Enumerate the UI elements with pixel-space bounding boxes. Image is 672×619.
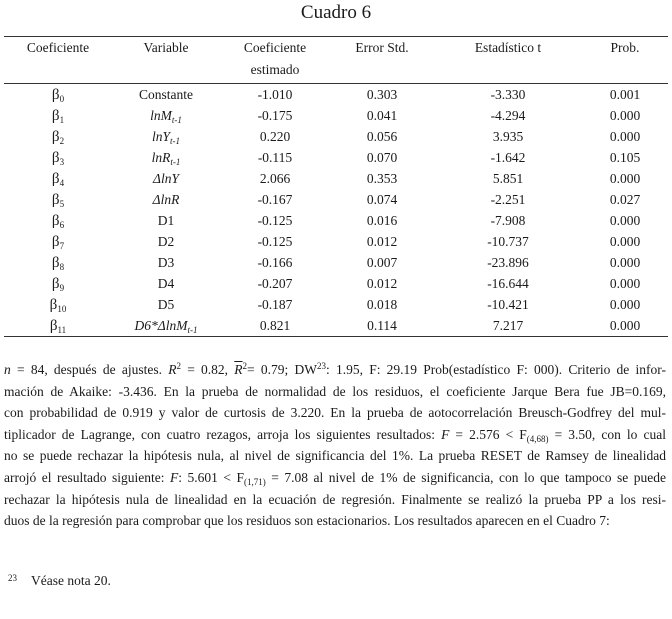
variable-cell: [112, 252, 220, 273]
variable-name: Constante: [139, 86, 193, 102]
prob-cell: 0.000: [609, 296, 641, 312]
text-segment: no se puede rechazar la hipótesis nula, al nivel de significancia del 1%. La prueba RESET de Ramsey de linealidad: [4, 448, 666, 464]
text-segment: = 7.08 al nivel de 1% de significancia, con lo que tampoco se puede: [265, 469, 667, 485]
beta-symbol: β: [49, 296, 58, 313]
variable-name: D1: [157, 212, 175, 228]
coefficient-symbol: [4, 147, 112, 168]
header-estadistico-t: Estadístico t: [474, 40, 542, 55]
variable-name: D2: [157, 233, 175, 249]
beta-symbol: β: [51, 128, 60, 145]
paragraph-line: [4, 402, 666, 424]
beta-symbol: β: [51, 212, 60, 229]
variable-cell: [112, 189, 220, 210]
variable-name: D5: [157, 296, 175, 312]
t-stat-cell: -2.251: [490, 191, 526, 207]
std-error-cell: 0.353: [366, 170, 398, 186]
variable-cell: [112, 273, 220, 294]
table-row: [4, 273, 668, 294]
beta-symbol: β: [51, 107, 60, 124]
text-segment: $\overline{R}$: [234, 362, 243, 377]
coef-cell: 0.220: [259, 128, 291, 144]
std-error-cell: 0.070: [366, 149, 398, 165]
beta-subscript: 9: [59, 282, 65, 293]
paragraph-line: [4, 381, 666, 403]
prob-cell: 0.000: [609, 107, 641, 123]
coefficient-symbol: [4, 105, 112, 126]
variable-cell: [112, 231, 220, 252]
paragraph-line: [4, 510, 666, 532]
beta-subscript: 1: [59, 114, 65, 125]
table-row: [4, 231, 668, 252]
coef-cell: 0.821: [259, 317, 291, 333]
coefficient-symbol: [4, 252, 112, 273]
beta-symbol: β: [51, 254, 60, 271]
beta-subscript: 7: [59, 240, 65, 251]
coefficient-symbol: [4, 168, 112, 189]
footnote-text: Véase nota 20.: [31, 572, 111, 588]
text-segment: = 0.82,: [180, 362, 235, 377]
variable-cell: [112, 105, 220, 126]
variable-name: D6*ΔlnM: [134, 317, 188, 333]
header-text-2: estimado: [250, 62, 300, 77]
beta-subscript: 10: [57, 303, 67, 314]
variable-cell: [112, 168, 220, 189]
std-error-cell: 0.012: [366, 233, 398, 249]
variable-name: D4: [157, 275, 175, 291]
text-segment: duos de la regresión para comprobar que los residuos son estacionarios. Los resultados aparecen en el Cuadro 7:: [4, 513, 610, 529]
beta-subscript: 5: [59, 198, 65, 209]
variable-name: lnY: [151, 128, 170, 144]
text-segment: 2: [176, 361, 181, 371]
text-segment: : 5.601 < F: [178, 469, 244, 485]
coefficient-symbol: [4, 315, 112, 337]
text-segment: : 1.95, F: 29.19 Prob(estadístico F: 000). Criterio de infor-: [325, 362, 666, 377]
table-row: [4, 126, 668, 147]
std-error-cell: 0.018: [366, 296, 398, 312]
t-stat-cell: -10.737: [487, 233, 529, 249]
coefficient-symbol: [4, 126, 112, 147]
paragraph-line: [4, 489, 666, 511]
header-coeficiente-estimado: [220, 37, 330, 84]
beta-symbol: β: [51, 170, 60, 187]
text-segment: 2: [242, 361, 248, 371]
coef-cell: -0.175: [257, 107, 293, 123]
std-error-cell: 0.056: [366, 128, 398, 144]
prob-cell: 0.105: [609, 149, 641, 165]
beta-symbol: β: [51, 275, 60, 292]
text-segment: = 3.50, con lo cual: [548, 426, 666, 442]
text-segment: R: [168, 362, 177, 377]
beta-subscript: 2: [59, 135, 65, 146]
text-segment: = 0.79; DW: [247, 362, 317, 377]
beta-subscript: 4: [59, 177, 65, 188]
std-error-cell: 0.114: [367, 317, 397, 333]
prob-cell: 0.000: [609, 128, 641, 144]
beta-symbol: β: [51, 149, 60, 166]
coef-cell: -0.125: [257, 233, 293, 249]
variable-cell: [112, 294, 220, 315]
coefficient-symbol: [4, 294, 112, 315]
coef-cell: -0.115: [257, 149, 293, 165]
text-segment: mación de Akaike: -3.436. En la prueba de normalidad de los residuos, el coeficiente Jarque Bera fue JB=0.169,: [4, 383, 666, 399]
text-segment: = 84, después de ajustes.: [10, 362, 169, 377]
variable-subscript: t-1: [170, 156, 181, 167]
coef-cell: -1.010: [257, 86, 293, 102]
beta-subscript: 6: [59, 219, 65, 230]
text-segment: con probabilidad de 0.919 y valor de curtosis de 3.220. En la prueba de aotocorrelación Breusch-Godfrey del mul-: [4, 405, 666, 421]
table-row: [4, 252, 668, 273]
t-stat-cell: -1.642: [490, 149, 526, 165]
std-error-cell: 0.074: [366, 191, 398, 207]
variable-cell: [112, 84, 220, 106]
coefficient-symbol: [4, 210, 112, 231]
table-row: [4, 315, 668, 337]
text-segment: tiplicador de Lagrange, con cuatro rezagos, arroja los siguientes resultados:: [4, 426, 442, 442]
t-stat-cell: -4.294: [490, 107, 526, 123]
t-stat-cell: -3.330: [490, 86, 526, 102]
t-stat-cell: 3.935: [492, 128, 524, 144]
variable-subscript: t-1: [187, 324, 198, 335]
variable-name: ΔlnY: [153, 170, 179, 186]
prob-cell: 0.027: [609, 191, 641, 207]
body-paragraph: [4, 359, 666, 532]
paragraph-line: [4, 445, 666, 467]
t-stat-cell: -10.421: [487, 296, 529, 312]
beta-symbol: β: [49, 317, 58, 334]
table-row: [4, 84, 668, 106]
prob-cell: 0.000: [609, 212, 641, 228]
std-error-cell: 0.303: [366, 86, 398, 102]
text-segment: (1,71): [243, 476, 266, 487]
beta-symbol: β: [51, 233, 60, 250]
variable-name: lnR: [151, 149, 171, 165]
paragraph-line: [4, 424, 666, 446]
table-header-row: [4, 37, 668, 84]
variable-name: lnM: [150, 107, 172, 123]
text-segment: (4,68): [526, 433, 549, 444]
coef-cell: -0.166: [257, 254, 293, 270]
text-segment: rechazar la hipótesis nula de linealidad en la ecuación de regresión. Finalmente se realizó la prueba PP a los resi-: [4, 491, 666, 507]
text-segment: = 2.576 < F: [449, 426, 527, 442]
t-stat-cell: -23.896: [487, 254, 529, 270]
t-stat-cell: -16.644: [487, 275, 529, 291]
variable-name: ΔlnR: [152, 191, 180, 207]
beta-subscript: 11: [57, 324, 67, 335]
footnote: [8, 572, 672, 590]
variable-subscript: t-1: [170, 135, 180, 146]
table-row: [4, 147, 668, 168]
prob-cell: 0.000: [609, 275, 641, 291]
paragraph-line: [4, 467, 666, 489]
header-variable: Variable: [143, 40, 189, 55]
table-title: Cuadro 6: [300, 2, 372, 23]
coef-cell: -0.167: [257, 191, 293, 207]
header-error-std: Error Std.: [355, 40, 409, 55]
text-segment: 23: [316, 361, 326, 371]
std-error-cell: 0.007: [366, 254, 398, 270]
variable-subscript: t-1: [171, 114, 182, 125]
header-prob: Prob.: [610, 40, 640, 55]
header-coeficiente: Coeficiente: [26, 40, 90, 55]
variable-name: D3: [157, 254, 175, 270]
std-error-cell: 0.041: [366, 107, 398, 123]
t-stat-cell: 5.851: [492, 170, 524, 186]
std-error-cell: 0.012: [366, 275, 398, 291]
text-segment: F: [169, 469, 179, 485]
footnote-number: 23: [8, 572, 17, 583]
paragraph-line: [4, 359, 666, 381]
table-body: [4, 84, 668, 337]
prob-cell: 0.000: [609, 254, 641, 270]
variable-cell: [112, 210, 220, 231]
beta-symbol: β: [51, 86, 60, 103]
regression-table: [4, 36, 668, 337]
coef-cell: 2.066: [259, 170, 291, 186]
beta-subscript: 0: [59, 93, 65, 104]
variable-cell: [112, 147, 220, 168]
coefficient-symbol: [4, 273, 112, 294]
coefficient-symbol: [4, 84, 112, 106]
table-row: [4, 189, 668, 210]
std-error-cell: 0.016: [366, 212, 398, 228]
table-row: [4, 210, 668, 231]
coefficient-symbol: [4, 189, 112, 210]
coef-cell: -0.125: [257, 212, 293, 228]
table-row: [4, 294, 668, 315]
beta-symbol: β: [51, 191, 60, 208]
table-row: [4, 105, 668, 126]
table-row: [4, 168, 668, 189]
prob-cell: 0.000: [609, 170, 641, 186]
t-stat-cell: -7.908: [490, 212, 526, 228]
coefficient-symbol: [4, 231, 112, 252]
variable-cell: [112, 126, 220, 147]
beta-subscript: 3: [59, 156, 65, 167]
prob-cell: 0.000: [609, 233, 641, 249]
beta-subscript: 8: [59, 261, 65, 272]
header-text: Coeficiente: [243, 40, 307, 55]
text-segment: n: [4, 362, 11, 377]
text-segment: F: [441, 426, 450, 442]
prob-cell: 0.000: [609, 317, 641, 333]
text-segment: arrojó el resultado siguiente:: [4, 469, 170, 485]
coef-cell: -0.187: [257, 296, 293, 312]
prob-cell: 0.001: [609, 86, 641, 102]
variable-cell: [112, 315, 220, 337]
t-stat-cell: 7.217: [492, 317, 524, 333]
coef-cell: -0.207: [257, 275, 293, 291]
